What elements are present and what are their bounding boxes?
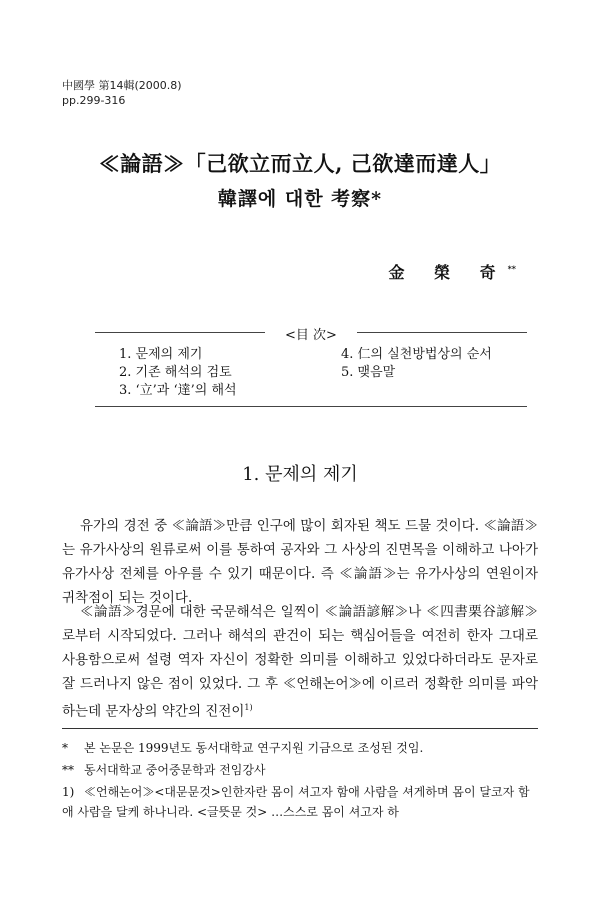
- footnote: [62, 760, 538, 780]
- body-paragraph: [62, 600, 538, 724]
- journal-pages: pp.299-316: [62, 94, 126, 107]
- toc-item: 3. ‘立’과 ‘達’의 해석: [119, 383, 237, 398]
- footnote-divider: [62, 728, 538, 729]
- footnote-text: 본 논문은 1999년도 동서대학교 연구지원 기금으로 조성된 것임.: [84, 741, 424, 755]
- toc-item: 2. 기존 해석의 검토: [119, 365, 232, 380]
- journal-volume: 中國學 第14輯(2000.8): [62, 79, 182, 92]
- footnote-mark: **: [62, 763, 74, 777]
- toc-item: 1. 문제의 제기: [119, 347, 203, 362]
- journal-info: [62, 78, 182, 108]
- paper-subtitle: 韓譯에 대한 考察*: [217, 188, 383, 210]
- footnote: [62, 782, 538, 822]
- author-name: 金 榮 奇: [388, 263, 508, 282]
- toc-item: 5. 맺음말: [341, 365, 396, 380]
- toc-heading: <目 次>: [95, 324, 527, 343]
- author: [388, 260, 516, 283]
- paper-title: ≪論語≫「己欲立而立人, 己欲達而達人」: [98, 151, 502, 176]
- footnote-mark: *: [62, 741, 68, 755]
- body-paragraph: 유가의 경전 중 ≪論語≫만큼 인구에 많이 회자된 책도 드물 것이다. ≪論語≫는 유가사상의 원류로써 이를 통하여 공자와 그 사상의 진면목을 이해하고 나아가 유가사상 전체를 아우를 수 있기 때문이다. 즉 ≪論語≫는 유가사상의 연원이자 귀착점이 되는 것이다.: [62, 518, 538, 606]
- paragraph-text: ≪論語≫경문에 대한 국문해석은 일찍이 ≪論語諺解≫나 ≪四書栗谷諺解≫로부터 시작되었다. 그러나 해석의 관건이 되는 핵심어들을 여전히 한자 그대로 사용함으로써 설령 역자 자신이 정확한 의미를 이해하고 있었다하더라도 문자로 잘 드러나지 않은 점이 있었다. 그 후 ≪언해논어≫에 이르러 정확한 의미를 파악하는데 문자상의 약간의 진전이: [62, 604, 538, 720]
- footnote-text: 동서대학교 중어중문학과 전임강사: [84, 763, 266, 777]
- footnote-mark: 1): [62, 785, 75, 799]
- footnote-text: ≪언해논어≫<대문문것>인한자란 몸이 셔고자 함애 사람을 셔게하며 몸이 달코자 함애 사람을 달케 하나니라. <글뜻문 것> …스스로 몸이 셔고자 하: [62, 785, 530, 819]
- section-heading: 1. 문제의 제기: [242, 464, 358, 485]
- table-of-contents: [95, 324, 527, 407]
- author-mark: **: [507, 263, 516, 274]
- footnote: [62, 738, 538, 758]
- footnote-ref: 1): [244, 703, 253, 712]
- toc-item: 4. 仁의 실천방법상의 순서: [341, 347, 492, 362]
